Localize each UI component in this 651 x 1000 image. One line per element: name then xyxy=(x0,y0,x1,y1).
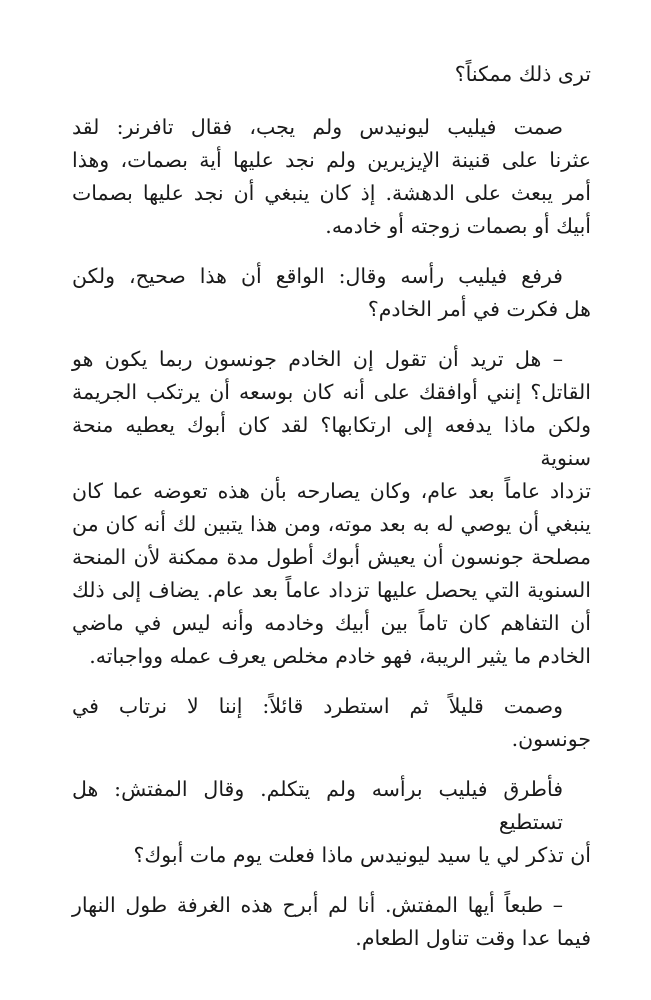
text-line: أمر يبعث على الدهشة. إذ كان ينبغي أن نجد عليها بصمات xyxy=(72,181,591,205)
text-line: الخادم ما يثير الريبة، فهو خادم مخلص يعرف عمله وواجباته. xyxy=(89,644,591,668)
paragraph-3 xyxy=(72,260,591,326)
text-line: السنوية التي يحصل عليها تزداد عاماً بعد عام. يضاف إلى ذلك xyxy=(72,578,591,602)
text-line: القاتل؟ إنني أوافقك على أنه كان بوسعه أن يرتكب الجريمة xyxy=(72,380,591,404)
paragraph-6 xyxy=(72,773,591,872)
text-line: أن تذكر لي يا سيد ليونيدس ماذا فعلت يوم مات أبوك؟ xyxy=(133,843,591,867)
text-line: – طبعاً أيها المفتش. أنا لم أبرح هذه الغرفة طول النهار xyxy=(72,893,563,917)
text-line: فيما عدا وقت تناول الطعام. xyxy=(355,926,591,950)
text-line: أبيك أو بصمات زوجته أو خادمه. xyxy=(325,214,591,238)
paragraph-4 xyxy=(72,343,591,673)
text-line: ولكن ماذا يدفعه إلى ارتكابها؟ لقد كان أبوك يعطيه منحة سنوية xyxy=(72,413,591,470)
text-line: ترى ذلك ممكناً؟ xyxy=(454,62,591,86)
text-line: ينبغي أن يوصي له به بعد موته، ومن هذا يتبين لك أنه كان من xyxy=(72,512,591,536)
paragraph-7 xyxy=(72,889,591,955)
paragraph-5 xyxy=(72,690,591,756)
text-line: – هل تريد أن تقول إن الخادم جونسون ربما يكون هو xyxy=(72,347,563,371)
text-line: فأطرق فيليب برأسه ولم يتكلم. وقال المفتش: هل تستطيع xyxy=(72,777,563,834)
text-line: هل فكرت في أمر الخادم؟ xyxy=(367,297,591,321)
text-line: فرفع فيليب رأسه وقال: الواقع أن هذا صحيح، ولكن xyxy=(72,264,563,288)
paragraph-1 xyxy=(72,58,591,91)
text-line: تزداد عاماً بعد عام، وكان يصارحه بأن هذه تعوضه عما كان xyxy=(72,479,591,503)
text-line: مصلحة جونسون أن يعيش أبوك أطول مدة ممكنة لأن المنحة xyxy=(72,545,591,569)
text-line: وصمت قليلاً ثم استطرد قائلاً: إننا لا نرتاب في xyxy=(72,694,563,718)
text-line: جونسون. xyxy=(511,727,591,751)
text-line: عثرنا على قنينة الإيزيرين ولم نجد عليها أية بصمات، وهذا xyxy=(72,148,591,172)
text-line: صمت فيليب ليونيدس ولم يجب، فقال تافرنر: لقد xyxy=(72,115,563,139)
text-line: أن التفاهم كان تاماً بين أبيك وخادمه وأنه ليس في ماضي xyxy=(72,611,591,635)
paragraph-2 xyxy=(72,111,591,243)
